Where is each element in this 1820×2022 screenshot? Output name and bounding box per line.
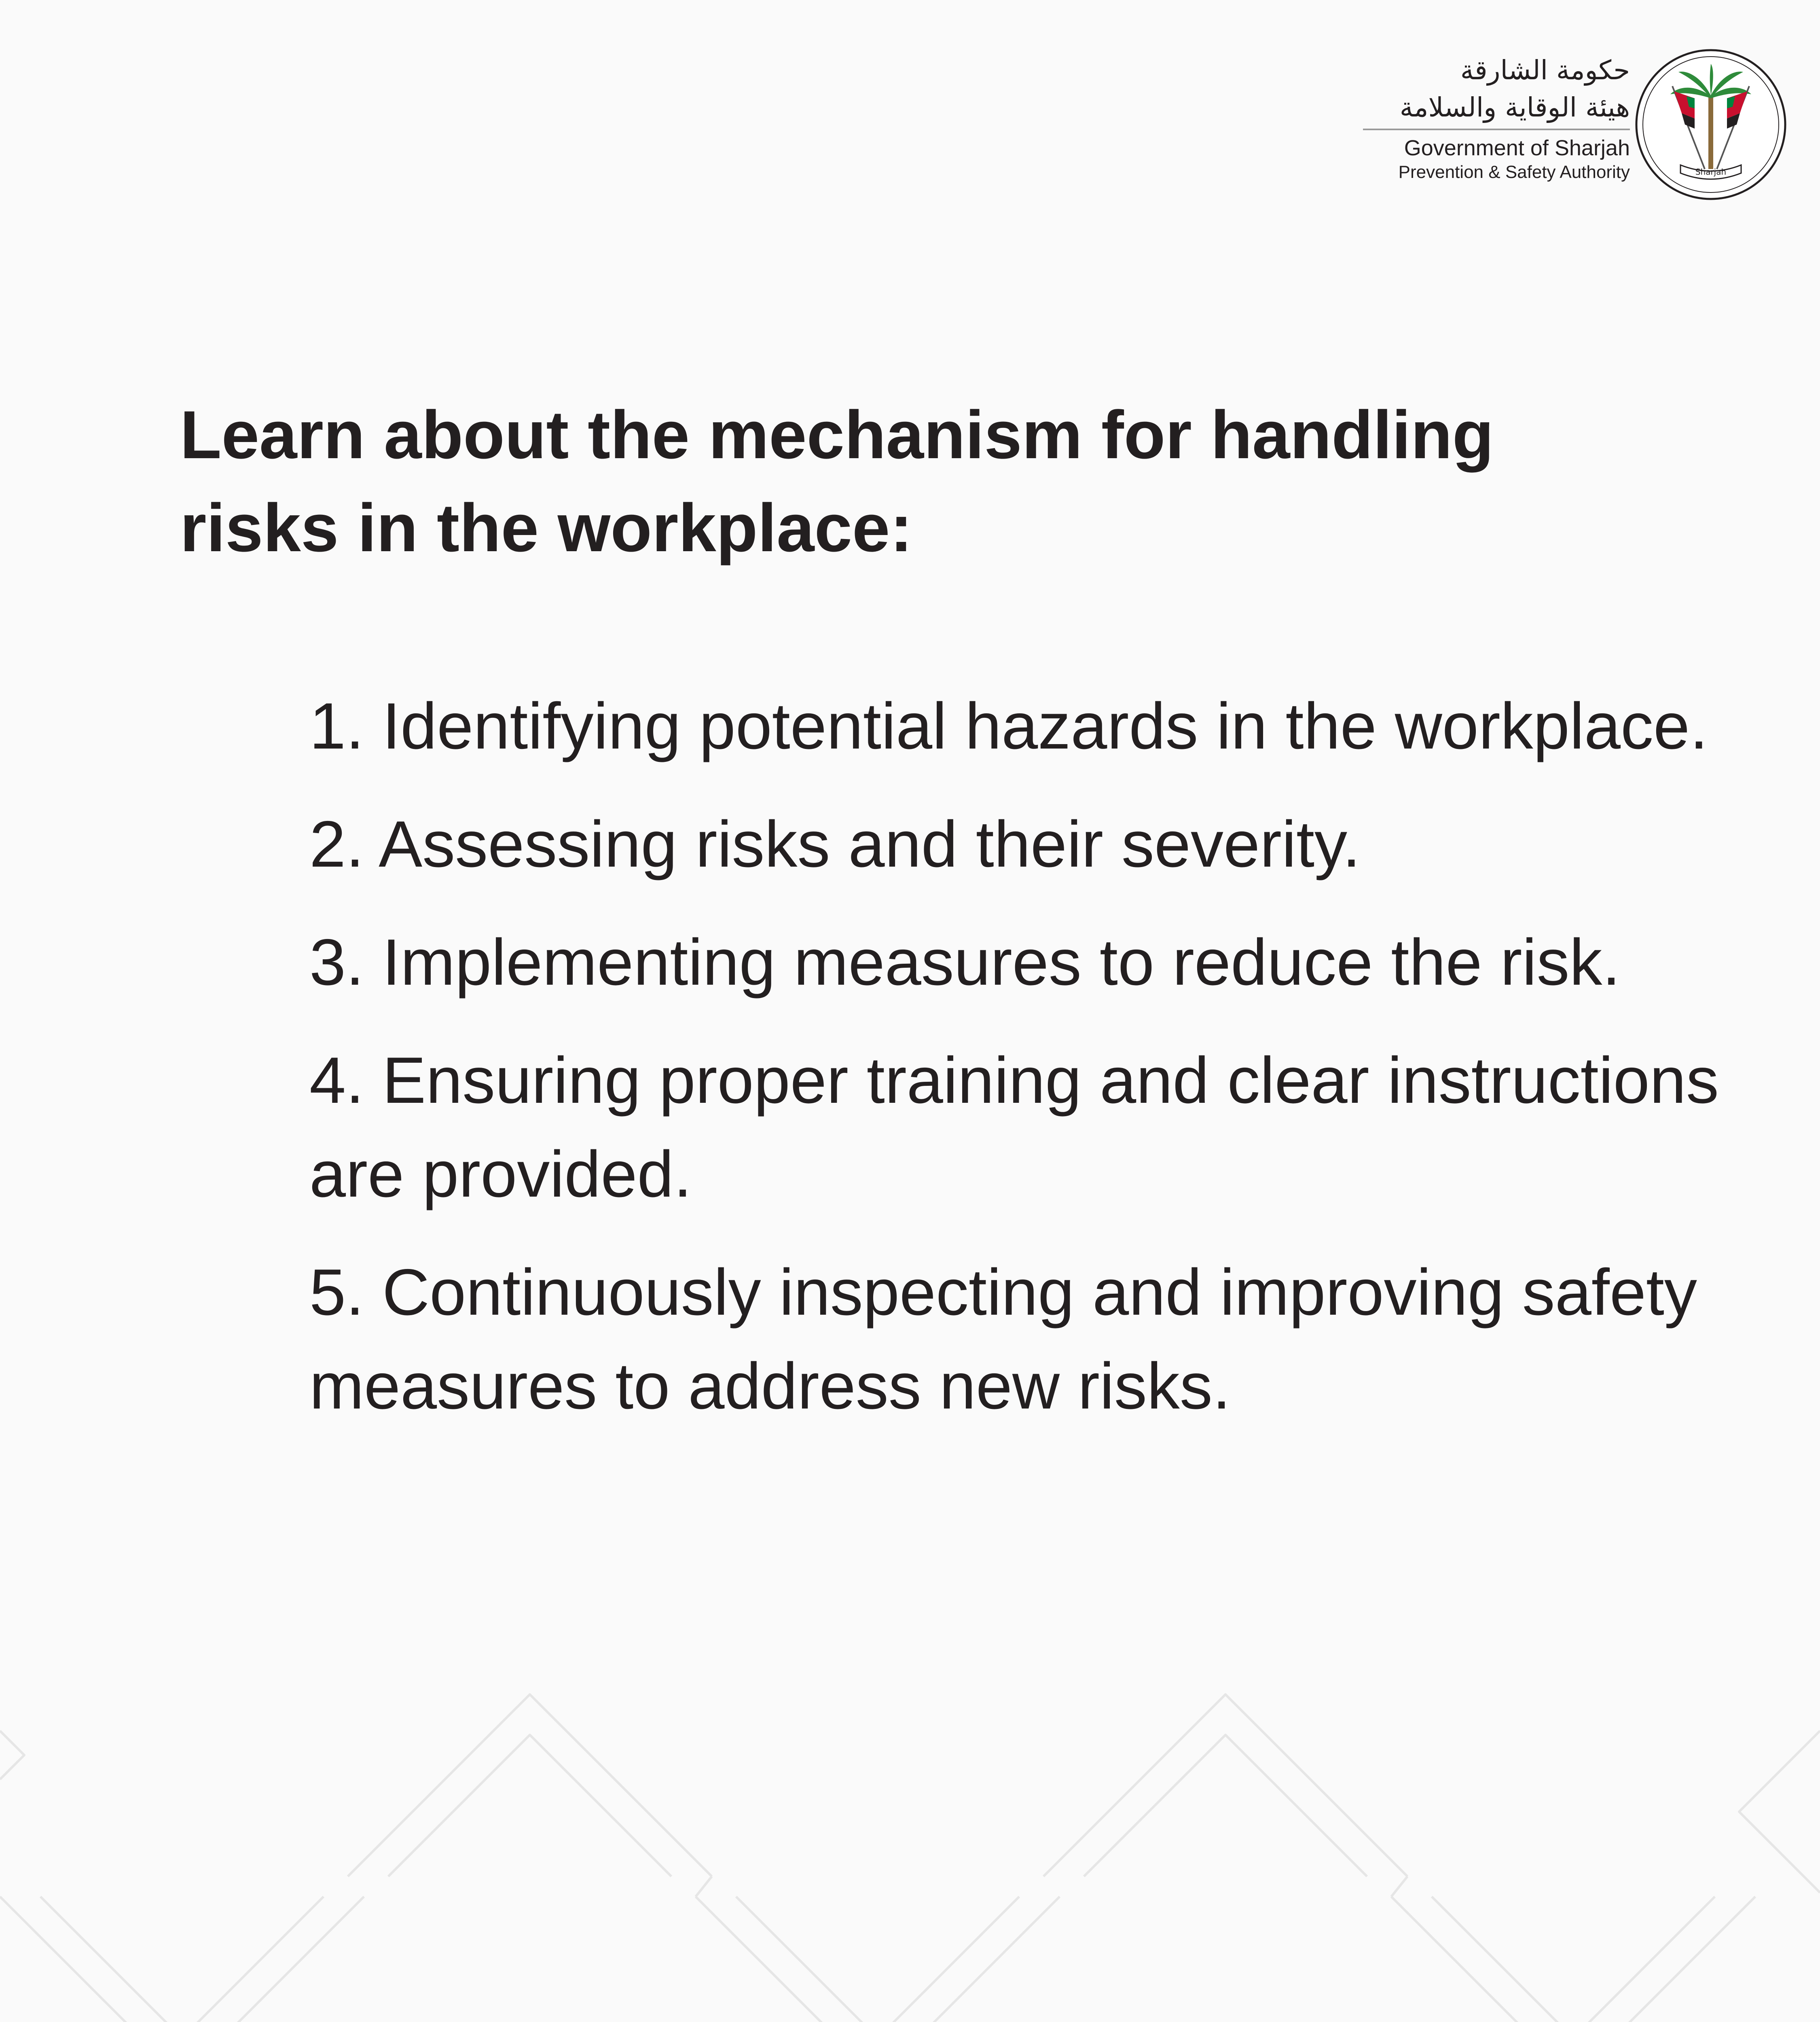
list-item: 2. Assessing risks and their severity. — [309, 808, 1361, 881]
emblem-banner-label: Sharjah — [1695, 167, 1727, 177]
list-item: 5. Continuously inspecting and improving safety measures to address new risks. — [309, 1256, 1697, 1423]
page-heading: Learn about the mechanism for handling risks in the workplace: — [180, 397, 1494, 566]
sharjah-emblem-icon — [1634, 48, 1788, 201]
logo-arabic-text — [1363, 52, 1630, 126]
logo-english-line-1: Government of Sharjah — [1404, 136, 1630, 160]
logo-arabic-line-1: حكومة الشارقة — [1460, 55, 1630, 86]
logo-english-line-2: Prevention & Safety Authority — [1398, 162, 1630, 182]
header-logo — [1347, 48, 1788, 201]
background-pattern — [0, 1658, 1820, 2022]
steps-list — [309, 679, 1725, 1457]
list-item: 3. Implementing measures to reduce the risk. — [309, 926, 1621, 999]
logo-divider — [1363, 129, 1630, 130]
logo-arabic-line-2: هيئة الوقاية والسلامة — [1399, 92, 1630, 123]
list-item: 1. Identifying potential hazards in the workplace. — [309, 690, 1708, 763]
list-item: 4. Ensuring proper training and clear instructions are provided. — [309, 1044, 1719, 1211]
